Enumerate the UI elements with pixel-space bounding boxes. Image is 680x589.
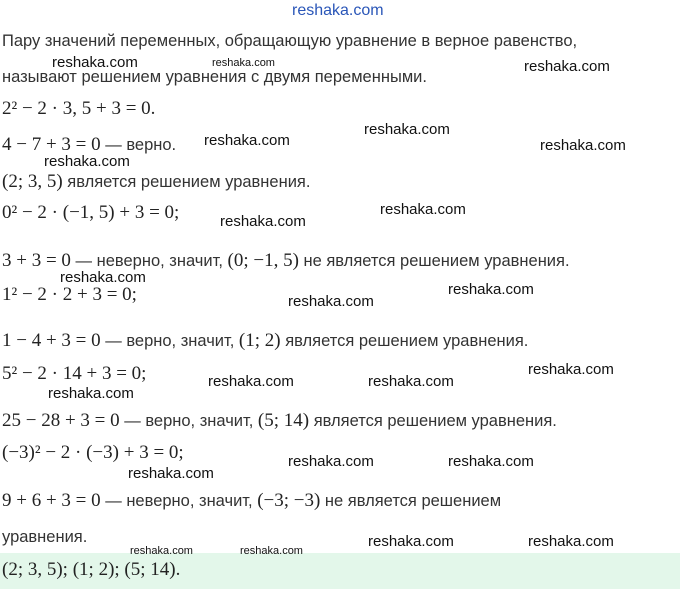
equation-line-1: 2² − 2 · 3, 5 + 3 = 0.: [2, 98, 156, 119]
watermark: reshaka.com: [380, 201, 466, 218]
watermark: reshaka.com: [220, 213, 306, 230]
solution-text: является решением уравнения.: [309, 412, 557, 430]
check-line-9: [2, 410, 557, 432]
watermark: reshaka.com: [368, 373, 454, 390]
watermark: reshaka.com: [448, 281, 534, 298]
answer-text: (2; 3, 5); (1; 2); (5; 14).: [2, 559, 181, 580]
equation-line-10: (−3)² − 2 · (−3) + 3 = 0;: [2, 442, 184, 463]
watermark: reshaka.com: [288, 453, 374, 470]
watermark: reshaka.com: [288, 293, 374, 310]
math-pair: (−3; −3): [257, 490, 321, 511]
watermark: reshaka.com: [208, 373, 294, 390]
math-expression: 4 − 7 + 3 = 0: [2, 134, 101, 155]
verdict-text: — верно.: [100, 136, 177, 154]
watermark: reshaka.com: [448, 453, 534, 470]
solution-line-3: [2, 171, 310, 193]
watermark: reshaka.com: [212, 57, 275, 69]
math-pair: (5; 14): [257, 410, 310, 431]
math-pair: (1; 2): [238, 330, 281, 351]
verdict-text: — верно, значит,: [119, 412, 258, 430]
watermark: reshaka.com: [368, 533, 454, 550]
watermark: reshaka.com: [528, 533, 614, 550]
watermark: reshaka.com: [528, 361, 614, 378]
equation-line-8: 5² − 2 · 14 + 3 = 0;: [2, 363, 147, 384]
watermark: reshaka.com: [52, 54, 138, 71]
answer-box: [0, 553, 680, 589]
verdict-text: — верно, значит,: [100, 332, 239, 350]
watermark: reshaka.com: [48, 385, 134, 402]
continuation-line-12: уравнения.: [2, 528, 88, 546]
math-pair: (0; −1, 5): [227, 250, 299, 271]
math-pair: (2; 3, 5): [2, 171, 63, 192]
intro-line-2: называют решением уравнения с двумя переменными.: [2, 68, 427, 86]
watermark: reshaka.com: [44, 153, 130, 170]
verdict-text: — неверно, значит,: [100, 492, 258, 510]
watermark: reshaka.com: [364, 121, 450, 138]
watermark: reshaka.com: [524, 58, 610, 75]
watermark: reshaka.com: [128, 465, 214, 482]
solution-text: не является решением: [320, 492, 502, 510]
math-expression: 25 − 28 + 3 = 0: [2, 410, 120, 431]
intro-line-1: Пару значений переменных, обращающую уравнение в верное равенство,: [2, 32, 578, 50]
verdict-text: — неверно, значит,: [70, 252, 228, 270]
check-line-11: [2, 490, 501, 512]
equation-line-4: 0² − 2 · (−1, 5) + 3 = 0;: [2, 202, 180, 223]
watermark: reshaka.com: [130, 545, 193, 557]
equation-line-6: 1² − 2 · 2 + 3 = 0;: [2, 284, 137, 305]
math-expression: 3 + 3 = 0: [2, 250, 71, 271]
site-header[interactable]: reshaka.com: [292, 2, 384, 19]
watermark: reshaka.com: [60, 269, 146, 286]
solution-text: является решением уравнения.: [280, 332, 529, 350]
watermark: reshaka.com: [540, 137, 626, 154]
watermark: reshaka.com: [240, 545, 303, 557]
solution-text: не является решением уравнения.: [298, 252, 570, 270]
math-expression: 9 + 6 + 3 = 0: [2, 490, 101, 511]
check-line-7: [2, 330, 528, 352]
math-expression: 1 − 4 + 3 = 0: [2, 330, 101, 351]
watermark: reshaka.com: [204, 132, 290, 149]
solution-text: является решением уравнения.: [62, 173, 311, 191]
